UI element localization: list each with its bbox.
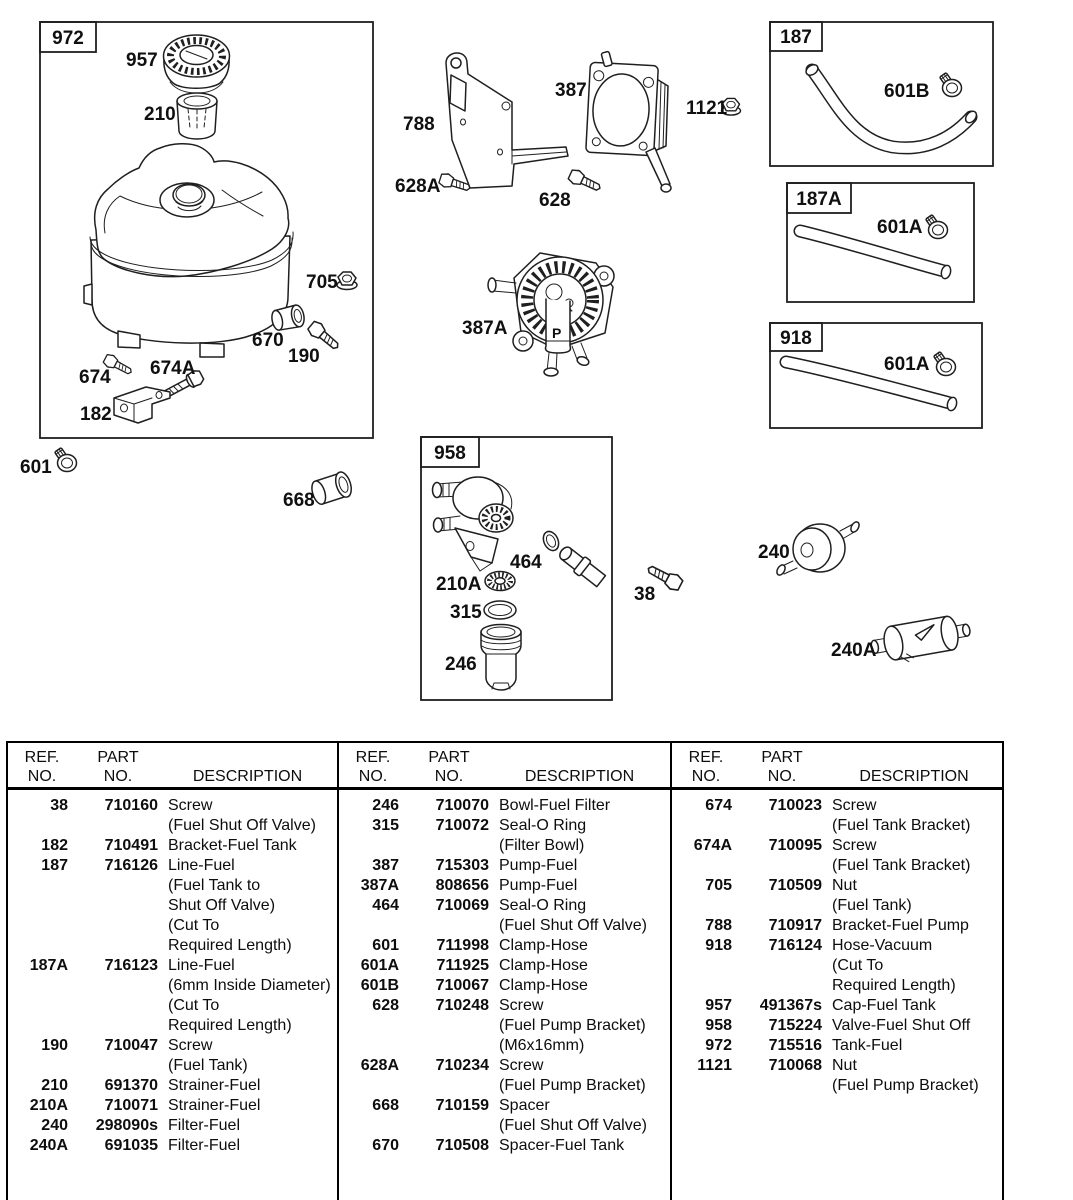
strainer-210A-drawing (485, 572, 515, 591)
table-row (680, 896, 996, 916)
part-no-cell (742, 896, 822, 916)
table-row (16, 1016, 327, 1036)
description-cell: (Fuel Tank to (168, 877, 261, 894)
description-cell: (Fuel Tank) (832, 897, 912, 914)
description-cell: (6mm Inside Diameter) (168, 977, 331, 994)
ref-no-cell: 240 (41, 1117, 68, 1134)
description-cell: (Fuel Shut Off Valve) (168, 817, 316, 834)
ref-no-cell: 387A (360, 877, 399, 894)
callout-601B: 601B (884, 81, 930, 102)
part-no-cell (409, 916, 489, 936)
fuel-filter-240A-drawing (868, 613, 973, 668)
parts-table-column-3 (672, 743, 1006, 1200)
nut-705-icon (337, 272, 357, 290)
table-header-row (16, 743, 327, 787)
table-row (680, 856, 996, 876)
ref-no-cell: 387 (372, 857, 399, 874)
description-cell: Bracket-Fuel Tank (168, 837, 297, 854)
seal-o-ring-315-drawing (484, 601, 516, 619)
ref-no-cell (680, 956, 732, 976)
part-no-cell (78, 996, 158, 1016)
description-cell: (Filter Bowl) (499, 837, 585, 854)
description-cell: Spacer (499, 1097, 550, 1114)
table-row (16, 1036, 327, 1056)
callout-628: 628 (539, 190, 571, 211)
table-row (16, 916, 327, 936)
part-no-cell: 691035 (104, 1137, 158, 1154)
table-row (347, 1116, 660, 1136)
table-row (16, 976, 331, 996)
ref-no-cell (347, 1016, 399, 1036)
ref-no-cell: 187 (41, 857, 68, 874)
table-row (347, 876, 660, 896)
shutoff-valve-body-drawing (433, 477, 514, 571)
ref-no-cell (16, 896, 68, 916)
description-cell: Screw (832, 797, 877, 814)
header-part-no: PART NO. (97, 749, 139, 785)
description-cell: Seal-O Ring (499, 897, 587, 914)
callout-1121: 1121 (686, 98, 728, 119)
box-label-972: 972 (52, 28, 84, 49)
part-no-cell (78, 936, 158, 956)
parts-table (6, 741, 1004, 1200)
part-no-cell: 710023 (768, 797, 822, 814)
hose-clamp-601-icon (55, 448, 77, 472)
description-cell: (Fuel Tank Bracket) (832, 817, 971, 834)
hose-clamp-601B-icon (940, 73, 962, 97)
header-ref-no: REF. NO. (688, 749, 724, 785)
ref-no-cell (16, 916, 68, 936)
part-no-cell: 710067 (435, 977, 489, 994)
description-cell: (Fuel Pump Bracket) (499, 1017, 646, 1034)
callout-387A: 387A (462, 318, 508, 339)
box-label-958: 958 (434, 443, 466, 464)
description-cell: Nut (832, 877, 857, 894)
part-no-cell (78, 876, 158, 896)
table-row (680, 1076, 996, 1096)
ref-no-cell (680, 976, 732, 996)
description-cell: (Fuel Shut Off Valve) (499, 1117, 647, 1134)
part-no-cell: 710047 (104, 1037, 158, 1054)
part-no-cell (742, 956, 822, 976)
part-no-cell: 716123 (104, 957, 158, 974)
screw-628-icon (567, 168, 603, 195)
table-row (347, 836, 660, 856)
ref-no-cell: 788 (705, 917, 732, 934)
ref-no-cell: 187A (29, 957, 68, 974)
part-no-cell: 691370 (104, 1077, 158, 1094)
callout-387: 387 (555, 80, 587, 101)
ref-no-cell (16, 816, 68, 836)
ref-no-cell: 601 (372, 937, 399, 954)
table-body-column-1 (16, 787, 331, 1156)
ref-no-cell: 628 (372, 997, 399, 1014)
bracket-788-drawing (446, 53, 568, 188)
table-row (347, 796, 660, 816)
part-no-cell (78, 896, 158, 916)
description-cell: Bowl-Fuel Filter (499, 797, 611, 814)
table-row (16, 936, 327, 956)
callout-628A: 628A (395, 176, 441, 197)
description-cell: (Fuel Pump Bracket) (499, 1077, 646, 1094)
ref-no-cell: 958 (705, 1017, 732, 1034)
table-row (16, 1076, 327, 1096)
description-cell: (Fuel Pump Bracket) (832, 1077, 979, 1094)
part-no-cell: 710917 (768, 917, 822, 934)
pump-387-drawing (586, 51, 671, 192)
header-description: DESCRIPTION (192, 768, 303, 785)
description-cell: Bracket-Fuel Pump (832, 917, 969, 934)
header-ref-no: REF. NO. (355, 749, 391, 785)
hose-clamp-601A-187A-icon (926, 215, 948, 239)
ref-no-cell: 38 (50, 797, 68, 814)
box-label-918: 918 (780, 328, 812, 349)
description-cell: (Fuel Tank Bracket) (832, 857, 971, 874)
ref-no-cell: 918 (705, 937, 732, 954)
part-no-cell (78, 1016, 158, 1036)
part-no-cell: 808656 (435, 877, 489, 894)
part-no-cell: 710234 (435, 1057, 489, 1074)
ref-no-cell (680, 816, 732, 836)
table-row (680, 976, 996, 996)
ref-no-cell (16, 936, 68, 956)
part-no-cell (409, 836, 489, 856)
description-cell: Clamp-Hose (499, 977, 588, 994)
callout-957: 957 (126, 50, 158, 71)
table-body-column-2 (347, 787, 660, 1156)
table-row (16, 1096, 327, 1116)
header-description: DESCRIPTION (524, 768, 635, 785)
fuel-strainer-210-drawing (177, 93, 217, 139)
part-no-cell (78, 976, 158, 996)
part-no-cell (78, 816, 158, 836)
ref-no-cell (347, 836, 399, 856)
description-cell: Hose-Vacuum (832, 937, 933, 954)
description-cell: Required Length) (168, 937, 292, 954)
fuel-tank-drawing (84, 144, 293, 357)
description-cell: Screw (499, 997, 544, 1014)
parts-table-column-1 (8, 743, 339, 1200)
part-no-cell: 710072 (435, 817, 489, 834)
ref-no-cell: 464 (372, 897, 399, 914)
table-row (680, 956, 996, 976)
table-row (680, 1016, 996, 1036)
description-cell: (Fuel Shut Off Valve) (499, 917, 647, 934)
fuel-filter-bowl-246-drawing (481, 625, 521, 691)
part-no-cell: 710070 (435, 797, 489, 814)
ref-no-cell (16, 976, 68, 996)
vacuum-hose-918-drawing (786, 362, 958, 412)
description-cell: (Fuel Tank) (168, 1057, 248, 1074)
part-no-cell (78, 916, 158, 936)
callout-464: 464 (510, 552, 542, 573)
description-cell: Shut Off Valve) (168, 897, 276, 914)
description-cell: Line-Fuel (168, 957, 235, 974)
ref-no-cell: 246 (372, 797, 399, 814)
pump-387A-drawing (488, 253, 614, 376)
spacer-668-drawing (309, 470, 354, 507)
ref-no-cell (16, 1056, 68, 1076)
table-row (347, 916, 660, 936)
part-no-cell: 715224 (768, 1017, 822, 1034)
description-cell: Pump-Fuel (499, 857, 578, 874)
table-header-rule (8, 787, 1002, 790)
ref-no-cell (680, 856, 732, 876)
ref-no-cell: 674 (705, 797, 732, 814)
description-cell: Filter-Fuel (168, 1117, 241, 1134)
seal-o-ring-464-drawing (540, 529, 561, 553)
table-row (16, 956, 327, 976)
part-no-cell: 710248 (435, 997, 489, 1014)
ref-no-cell: 601A (360, 957, 399, 974)
ref-no-cell (347, 916, 399, 936)
description-cell: Tank-Fuel (832, 1037, 903, 1054)
ref-no-cell: 1121 (697, 1057, 732, 1074)
description-cell: Line-Fuel (168, 857, 235, 874)
part-no-cell: 715303 (435, 857, 489, 874)
ref-no-cell (347, 1076, 399, 1096)
table-header-row (680, 743, 996, 787)
part-no-cell (409, 1076, 489, 1096)
description-cell: Pump-Fuel (499, 877, 578, 894)
callout-601A-918: 601A (884, 354, 930, 375)
ref-no-cell (16, 1016, 68, 1036)
table-row (347, 816, 660, 836)
table-row (16, 836, 327, 856)
part-no-cell (742, 1076, 822, 1096)
callout-240A: 240A (831, 640, 877, 661)
description-cell: Valve-Fuel Shut Off (832, 1017, 971, 1034)
table-row (347, 856, 660, 876)
table-row (347, 896, 660, 916)
ref-no-cell: 972 (705, 1037, 732, 1054)
box-label-187A: 187A (796, 189, 842, 210)
ref-no-cell: 182 (41, 837, 68, 854)
description-cell: Screw (168, 1037, 213, 1054)
part-no-cell: 711925 (436, 957, 489, 974)
part-no-cell: 710508 (435, 1137, 489, 1154)
table-row (680, 1036, 996, 1056)
part-no-cell: 710509 (768, 877, 822, 894)
table-row (680, 836, 996, 856)
table-row (16, 856, 327, 876)
table-row (16, 1116, 327, 1136)
table-row (347, 996, 660, 1016)
callout-674: 674 (79, 367, 111, 388)
header-ref-no: REF. NO. (24, 749, 60, 785)
callout-668: 668 (283, 490, 315, 511)
table-body-column-3 (680, 787, 996, 1096)
callout-240: 240 (758, 542, 790, 563)
callout-190: 190 (288, 346, 320, 367)
description-cell: Screw (832, 837, 877, 854)
part-no-cell (409, 1016, 489, 1036)
table-row (16, 816, 327, 836)
table-row (680, 936, 996, 956)
part-no-cell: 715516 (768, 1037, 822, 1054)
ref-no-cell: 240A (29, 1137, 68, 1154)
table-row (680, 996, 996, 1016)
callout-788: 788 (403, 114, 435, 135)
part-no-cell: 710160 (104, 797, 158, 814)
description-cell: (Cut To (168, 997, 220, 1014)
description-cell: Nut (832, 1057, 857, 1074)
part-no-cell (409, 1116, 489, 1136)
ref-no-cell: 670 (372, 1137, 399, 1154)
callout-182: 182 (80, 404, 112, 425)
description-cell: Strainer-Fuel (168, 1097, 261, 1114)
table-row (16, 896, 327, 916)
table-row (347, 936, 660, 956)
table-row (16, 1136, 327, 1156)
header-part-no: PART NO. (428, 749, 470, 785)
part-no-cell: 710068 (768, 1057, 822, 1074)
table-row (347, 1096, 660, 1116)
parts-table-column-2 (339, 743, 672, 1200)
table-row (347, 1016, 660, 1036)
ref-no-cell: 210A (29, 1097, 68, 1114)
table-row (347, 1136, 660, 1156)
description-cell: Clamp-Hose (499, 957, 588, 974)
description-cell: Seal-O Ring (499, 817, 587, 834)
callout-246: 246 (445, 654, 477, 675)
description-cell: Filter-Fuel (168, 1137, 241, 1154)
part-no-cell: 710069 (435, 897, 489, 914)
part-no-cell (742, 856, 822, 876)
ref-no-cell (16, 996, 68, 1016)
part-no-cell (78, 1056, 158, 1076)
part-no-cell: 710491 (104, 837, 158, 854)
fuel-cap-drawing (164, 35, 230, 93)
description-cell: Required Length) (832, 977, 956, 994)
table-row (16, 796, 327, 816)
part-no-cell: 716124 (768, 937, 822, 954)
description-cell: (Cut To (168, 917, 220, 934)
bracket-182-drawing (114, 387, 170, 423)
part-no-cell: 491367s (759, 997, 822, 1014)
ref-no-cell: 668 (372, 1097, 399, 1114)
table-row (347, 1036, 660, 1056)
table-row (16, 876, 327, 896)
table-row (16, 996, 327, 1016)
ref-no-cell (347, 1116, 399, 1136)
box-label-187: 187 (780, 27, 812, 48)
table-row (680, 876, 996, 896)
description-cell: (Cut To (832, 957, 884, 974)
ref-no-cell (680, 896, 732, 916)
description-cell: (M6x16mm) (499, 1037, 585, 1054)
callout-674A: 674A (150, 358, 196, 379)
description-cell: Clamp-Hose (499, 937, 588, 954)
callout-315: 315 (450, 602, 482, 623)
callout-38: 38 (634, 584, 656, 605)
part-no-cell: 710159 (435, 1097, 489, 1114)
table-row (680, 916, 996, 936)
table-row (16, 1056, 327, 1076)
part-no-cell: 711998 (436, 937, 489, 954)
part-no-cell (742, 976, 822, 996)
ref-no-cell: 705 (705, 877, 732, 894)
header-description: DESCRIPTION (859, 768, 969, 785)
part-no-cell: 710095 (768, 837, 822, 854)
callout-705: 705 (306, 272, 338, 293)
hose-clamp-601A-918-icon (934, 352, 956, 376)
description-cell: Screw (499, 1057, 544, 1074)
description-cell: Cap-Fuel Tank (832, 997, 936, 1014)
part-no-cell: 298090s (95, 1117, 158, 1134)
ref-no-cell: 628A (360, 1057, 399, 1074)
fuel-line-187-drawing (804, 63, 979, 148)
callout-210A: 210A (436, 574, 482, 595)
table-row (680, 1056, 996, 1076)
table-row (347, 1056, 660, 1076)
valve-lever-drawing (556, 543, 607, 589)
description-cell: Screw (168, 797, 213, 814)
description-cell: Strainer-Fuel (168, 1077, 261, 1094)
callout-601A-187A: 601A (877, 217, 923, 238)
ref-no-cell (16, 876, 68, 896)
ref-no-cell (680, 1076, 732, 1096)
callout-670: 670 (252, 330, 284, 351)
part-no-cell (409, 1036, 489, 1056)
fuel-line-187A-drawing (800, 231, 952, 280)
ref-no-cell: 674A (693, 837, 732, 854)
part-no-cell (742, 816, 822, 836)
pump-port-letter: P (552, 325, 562, 341)
ref-no-cell: 601B (360, 977, 399, 994)
table-row (347, 956, 660, 976)
ref-no-cell: 210 (41, 1077, 68, 1094)
part-no-cell: 710071 (104, 1097, 158, 1114)
part-no-cell: 716126 (104, 857, 158, 874)
ref-no-cell: 957 (705, 997, 732, 1014)
ref-no-cell: 190 (41, 1037, 68, 1054)
table-row (680, 816, 996, 836)
table-row (680, 796, 996, 816)
ref-no-cell (347, 1036, 399, 1056)
table-row (347, 976, 660, 996)
ref-no-cell: 315 (372, 817, 399, 834)
header-part-no: PART NO. (761, 749, 803, 785)
table-header-row (347, 743, 660, 787)
table-row (347, 1076, 660, 1096)
description-cell: Spacer-Fuel Tank (499, 1137, 625, 1154)
description-cell: Required Length) (168, 1017, 292, 1034)
callout-210: 210 (144, 104, 176, 125)
callout-601: 601 (20, 457, 52, 478)
